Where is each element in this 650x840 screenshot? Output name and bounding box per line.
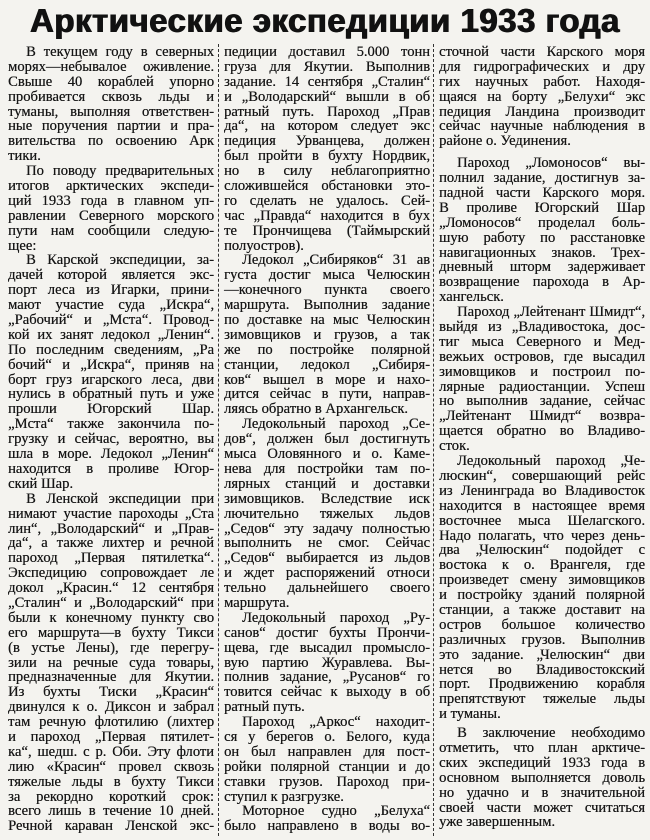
text-line: санов“ достиг бухты Прончи- [224,624,430,641]
article-column-1 [8,45,214,834]
article-column-2 [224,45,430,834]
text-line: по доставке на мыс Челюскин [224,312,430,329]
text-line: сточной части Карского моря [439,44,645,60]
text-line: „Седов“ эту задачу полностью [224,520,430,537]
paragraph [439,156,645,305]
text-line: щается обратно во Владиво- [439,423,645,440]
text-line: шую работу по расстановке [439,229,645,246]
text-line: нулись в обратный путь и уже [8,386,214,403]
text-line: Ледокольный пароход „Се- [242,416,430,433]
text-line: полнил задание, достигнув за- [439,170,645,187]
text-line: люскин“, совершающий рейс [439,467,645,484]
text-line: находится в настоящее время [439,497,645,514]
text-line: В Карской экспедиции, за- [26,252,214,269]
text-line: выполнить не смог. Сейчас [224,535,430,552]
text-line: борт груз игарского леса, дви [8,371,214,388]
text-line: для гидрографических и дру [439,58,645,75]
text-line: падной части Карского моря. [439,185,645,202]
text-line: задание. 14 сентября „Сталин“ [224,73,430,90]
text-line: В проливе Югорский Шар [439,199,645,216]
text-line: ные поручения партии и пра- [8,118,214,135]
text-line: основном выполняется доволь [439,769,645,786]
text-line: Речной караван Ленской экс- [8,818,214,835]
paragraph [8,45,214,164]
paragraph [439,305,645,454]
paragraph [8,253,214,491]
text-line: прошли Югорский Шар. [8,401,214,418]
text-line: различных грузов. Выполнив [439,631,645,648]
text-line: вую партию Журавлева. Вы- [224,654,430,671]
text-line: и туманы. [439,706,501,723]
text-line: лярные радиостанции. Успеш [439,378,645,395]
text-line: мают участие суда „Искра“, [8,297,214,314]
text-line: порт. Продвижению корабля [439,676,645,693]
paragraph [224,253,430,417]
text-line: „Рабочий“ и „Мста“. Провод- [8,312,214,329]
text-line: два „Челюскин“ подойдет с [439,542,645,559]
text-line: „Мста“ также закончила по- [8,416,214,433]
text-line: ских экспедиций 1933 года в [439,754,645,771]
text-line: ступил к разгрузке. [224,788,344,805]
text-line: станции, ледокол „Сибиря- [224,356,430,373]
text-line: уже завершенным. [439,814,555,831]
text-line: бочий“ и „Искра“, приняв на [8,356,214,373]
text-line: нется во Владивостокский [439,661,645,678]
text-line: докол „Красин.“ 12 сентября [8,580,214,597]
text-line: тяжелые льды в бухту Тикси [8,773,214,790]
text-line: кой их занят ледокол „Ленин“. [8,326,214,343]
text-line: зимовщиков и построил по- [439,363,645,380]
text-line: было направлено в воды во- [224,818,430,835]
text-line: ков“ вышел в море и нахо- [224,371,430,388]
text-line: гих научных работ. Находя- [439,73,645,90]
text-line: возвращение парохода в Ар- [439,274,645,291]
text-line: остров большое количество [439,616,645,633]
paragraph [8,164,214,253]
text-line: был пройти в бухту Нордвик, [224,148,430,165]
text-line: он был направлен для пост- [224,743,430,760]
text-line: дневный шторм задерживает [439,259,645,276]
text-line: педиция Ландина производит [439,103,645,120]
text-line: хангельск. [439,289,504,306]
text-line: груза для Якутии. Выполнив [224,58,430,75]
text-line: ций 1933 года в главном уп- [8,192,214,209]
text-line: же по постройке полярной [224,341,430,358]
article-column-3 [439,45,645,830]
text-line: итогов арктических экспеди- [8,178,214,195]
text-line: шла в море. Ледокол „Ленин“ [8,446,214,463]
text-line: сток. [439,438,470,455]
text-line: ройки полярной станции и до [224,758,430,775]
text-line: щее: [8,237,37,254]
text-line: ратный путь. Пароход „Прав [224,103,430,120]
text-line: пароход „Первая пятилетка“. [8,550,214,567]
text-line: полнив задание, „Русанов“ го [224,669,430,686]
text-line: порт леса из Игарки, прини- [8,282,214,299]
text-line: В заключение необходимо [457,725,645,742]
text-line: и постройку зданий полярной [439,587,645,604]
text-line: ляясь обратно в Архангельск. [224,401,408,418]
text-line: Экспедицию сопровождает ле [8,565,214,582]
paragraph [8,492,214,834]
text-line: дов“, должен был достигнуть [224,431,430,448]
paragraph [224,417,430,611]
text-line: районе о. Уединения. [439,133,571,150]
text-line: навигационных знаков. Трех- [439,244,645,261]
text-line: (в устье Лены), где перегру- [8,639,214,656]
text-line: были к конечному пункту сво [8,609,214,626]
paragraph [439,45,645,149]
text-line: педиции доставил 5.000 тонн [224,44,430,60]
text-line: Пароход „Лейтенант Шмидт“, [457,304,645,321]
text-line: В текущем году в северных [26,44,214,60]
text-line: тики. [8,148,41,165]
text-line: Ледокольный пароход „Ру- [242,609,430,626]
text-line: дится сейчас в пути, направ- [224,386,430,403]
text-line: маршрута. Выполнив задание [224,297,430,314]
text-line: дачей которой является экс- [8,267,214,284]
text-line: маршрута. [224,594,290,611]
text-line: но удачно и в значительной [439,784,645,801]
text-line: равлении Северного морского [8,207,214,224]
text-line: ка“, шедш. с р. Оби. Эту флоти [8,743,214,760]
text-line: „Лейтенант Шмидт“ возвра- [439,408,645,425]
text-line: и ждет распоряжений относи [224,565,430,582]
text-line: восточнее мыса Шелагского. [439,512,645,529]
paragraph [224,45,430,253]
text-line: Надо полагать, что через день- [439,527,645,544]
text-line: но выполнив задание, сейчас [439,393,645,410]
text-line: из Ленинграда во Владивосток [439,482,645,499]
text-line: нимают участие пароходы „Ста [8,505,214,522]
text-line: вительства по освоению Арк [8,133,214,150]
text-line: и „Володарский“ вышли в об [224,88,430,105]
text-line: Из бухты Тиски „Красин“ [8,684,214,701]
text-line: зимовщиков. Вследствие иск [224,490,430,507]
text-line: да“, на котором следует экс [224,118,430,135]
text-line: станции, а также доставит на [439,601,645,618]
text-line: своей части может считаться [439,799,645,816]
text-line: да“, а также лихтер и речной [8,535,214,552]
text-line: пробивается сквозь льды и [8,88,214,105]
text-line: отметить, что план арктиче- [439,739,645,756]
text-line: Ледокол „Сибиряков“ 31 ав [242,252,430,269]
text-line: го сделать не удалось. Сей- [224,192,430,209]
text-line: Пароход „Аркос“ находит- [242,714,430,731]
paragraph [439,726,645,830]
text-line: пути нам сообщили следую- [8,222,214,239]
text-line: —конечного пункта своего [224,282,430,299]
paragraph [224,804,430,834]
column-divider [433,44,434,836]
text-line: щаяся на борту „Белухи“ экс [439,88,645,105]
text-line: ратный путь. [224,699,305,716]
text-line: и пароход „Первая пятилет- [8,728,214,745]
text-line: за рекордно короткий срок: [8,788,214,805]
text-line: туманы, выполняя ответствен- [8,103,214,120]
text-line: находится в проливе Югор- [8,460,214,477]
text-line: предназначенные для Якутии. [8,669,214,686]
text-line: сложившейся обстановки это- [224,178,430,195]
text-line: тельно дальнейшего своего [224,580,430,597]
text-line: мыса Оловянного и о. Каме- [224,446,430,463]
text-line: нева для постройки там по- [224,460,430,477]
text-line: те Прончищева (Таймырский [224,222,430,239]
text-line: В Ленской экспедиции при [26,490,214,507]
article-headline: Арктические экспедиции 1933 года [30,2,620,39]
text-line: густа достиг мыса Челюскин [224,267,430,284]
text-line: ставки грузов. Пароход при- [224,773,430,790]
text-line: Моторное судно „Белуха“ [242,803,430,820]
text-line: сейчас научные наблюдения в [439,118,645,135]
text-line: Ледокольный пароход „Че- [457,453,645,470]
text-line: выйдя из „Владивостока, дос- [439,319,645,336]
text-line: час „Правда“ находится в бух [224,207,430,224]
column-divider [218,44,219,836]
text-line: лию «Красин“ провел сквозь [8,758,214,775]
text-line: „Седов“ выбирается из льдов [224,550,430,567]
text-line: лин“, „Володарский“ и „Прав- [8,520,214,537]
text-line: это задание. „Челюскин“ дви [439,646,645,663]
text-line: щева, где высадил промысло- [224,639,430,656]
text-line: морях—небывалое оживление. [8,58,214,75]
text-line: но в силу неблагоприятно [224,163,430,180]
text-line: препятствуют тяжелые льды [439,691,645,708]
text-line: Свыше 40 кораблей упорно [8,73,214,90]
text-line: двинулся к о. Диксон и забрал [8,699,214,716]
paragraph [224,611,430,715]
text-line: Пароход „Ломоносов“ вы- [457,155,645,172]
text-line: зили на речные суда товары, [8,654,214,671]
text-line: По поводу предварительных [26,163,214,180]
text-line: его маршрута—в бухту Тикси [8,624,214,641]
text-line: там речную флотилию (лихтер [8,714,214,731]
text-line: ся у берегов о. Белого, куда [224,728,430,745]
paragraph [439,454,645,722]
text-line: лярных станций и доставки [224,475,430,492]
paragraph [224,715,430,804]
text-line: „Ломоносов“ проделал боль- [439,214,645,231]
text-line: вежьих островов, где высадил [439,348,645,365]
text-line: педиция Урванцева, должен [224,133,430,150]
text-line: ский Шар. [8,475,73,492]
text-line: По последним сведениям, „Ра [8,341,214,358]
text-line: востока к о. Врангеля, где [439,557,645,574]
text-line: „Сталин“ и „Володарский“ при [8,594,214,611]
text-line: грузку и сейчас, вероятно, вы [8,431,214,448]
text-line: всего лишь в течение 10 дней. [8,803,214,820]
text-line: зимовщиков и грузов, а так [224,326,430,343]
text-line: полуостров). [224,237,304,254]
text-line: произведет смену зимовщиков [439,572,645,589]
text-line: тиг мыса Северного и Мед- [439,333,645,350]
text-line: товится сейчас к выходу в об [224,684,430,701]
text-line: лючительно тяжелых льдов [224,505,430,522]
